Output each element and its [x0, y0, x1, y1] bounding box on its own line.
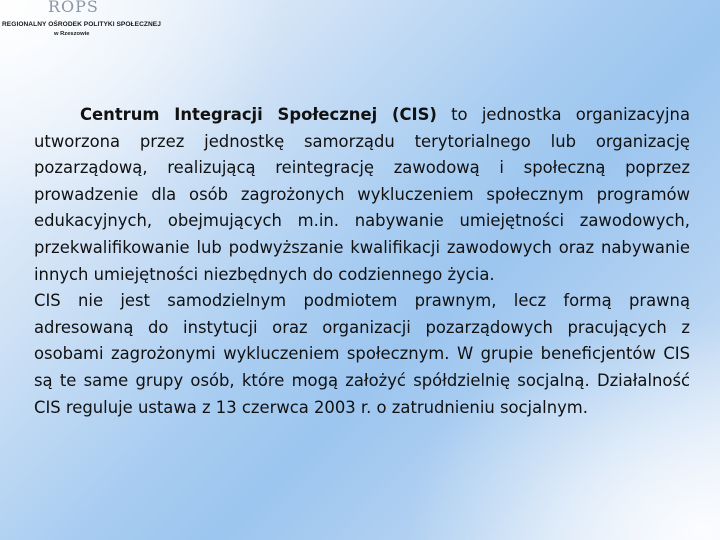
rops-logo: [2, 0, 167, 44]
logo-organization-name: REGIONALNY OŚRODEK POLITYKI SPOŁECZNEJ: [2, 21, 161, 28]
cis-definition-text: to jednostka organizacyjna utworzona przez jednostkę samorządu terytorialnego lub organizację pozarządową, realizującą reintegrację zawodową i społeczną poprzez prowadzenie dla osób zagrożonych wykluczeniem społecznym programów edukacyjnych, obejmujących m.in. nabywanie umiejętności zawodowych, przekwalifikowanie lub podwyższanie kwalifikacji zawodowych oraz nabywanie innych umiejętności niezbędnych do codziennego życia.: [34, 105, 690, 284]
slide-body: [34, 102, 690, 421]
paragraph-cis-legal-form: CIS nie jest samodzielnym podmiotem prawnym, lecz formą prawną adresowaną do instytucji oraz organizacji pozarządowych pracujących z osobami zagrożonymi wykluczeniem społecznym. W grupie beneficjentów CIS są te same grupy osób, które mogą założyć spółdzielnię socjalną. Działalność CIS reguluje ustawa z 13 czerwca 2003 r. o zatrudnieniu socjalnym.: [34, 291, 690, 417]
logo-mark: ROPS: [48, 0, 99, 16]
logo-organization-city: w Rzeszowie: [54, 31, 90, 37]
paragraph-cis-definition: [34, 102, 690, 288]
cis-term: Centrum Integracji Społecznej (CIS): [80, 105, 437, 124]
